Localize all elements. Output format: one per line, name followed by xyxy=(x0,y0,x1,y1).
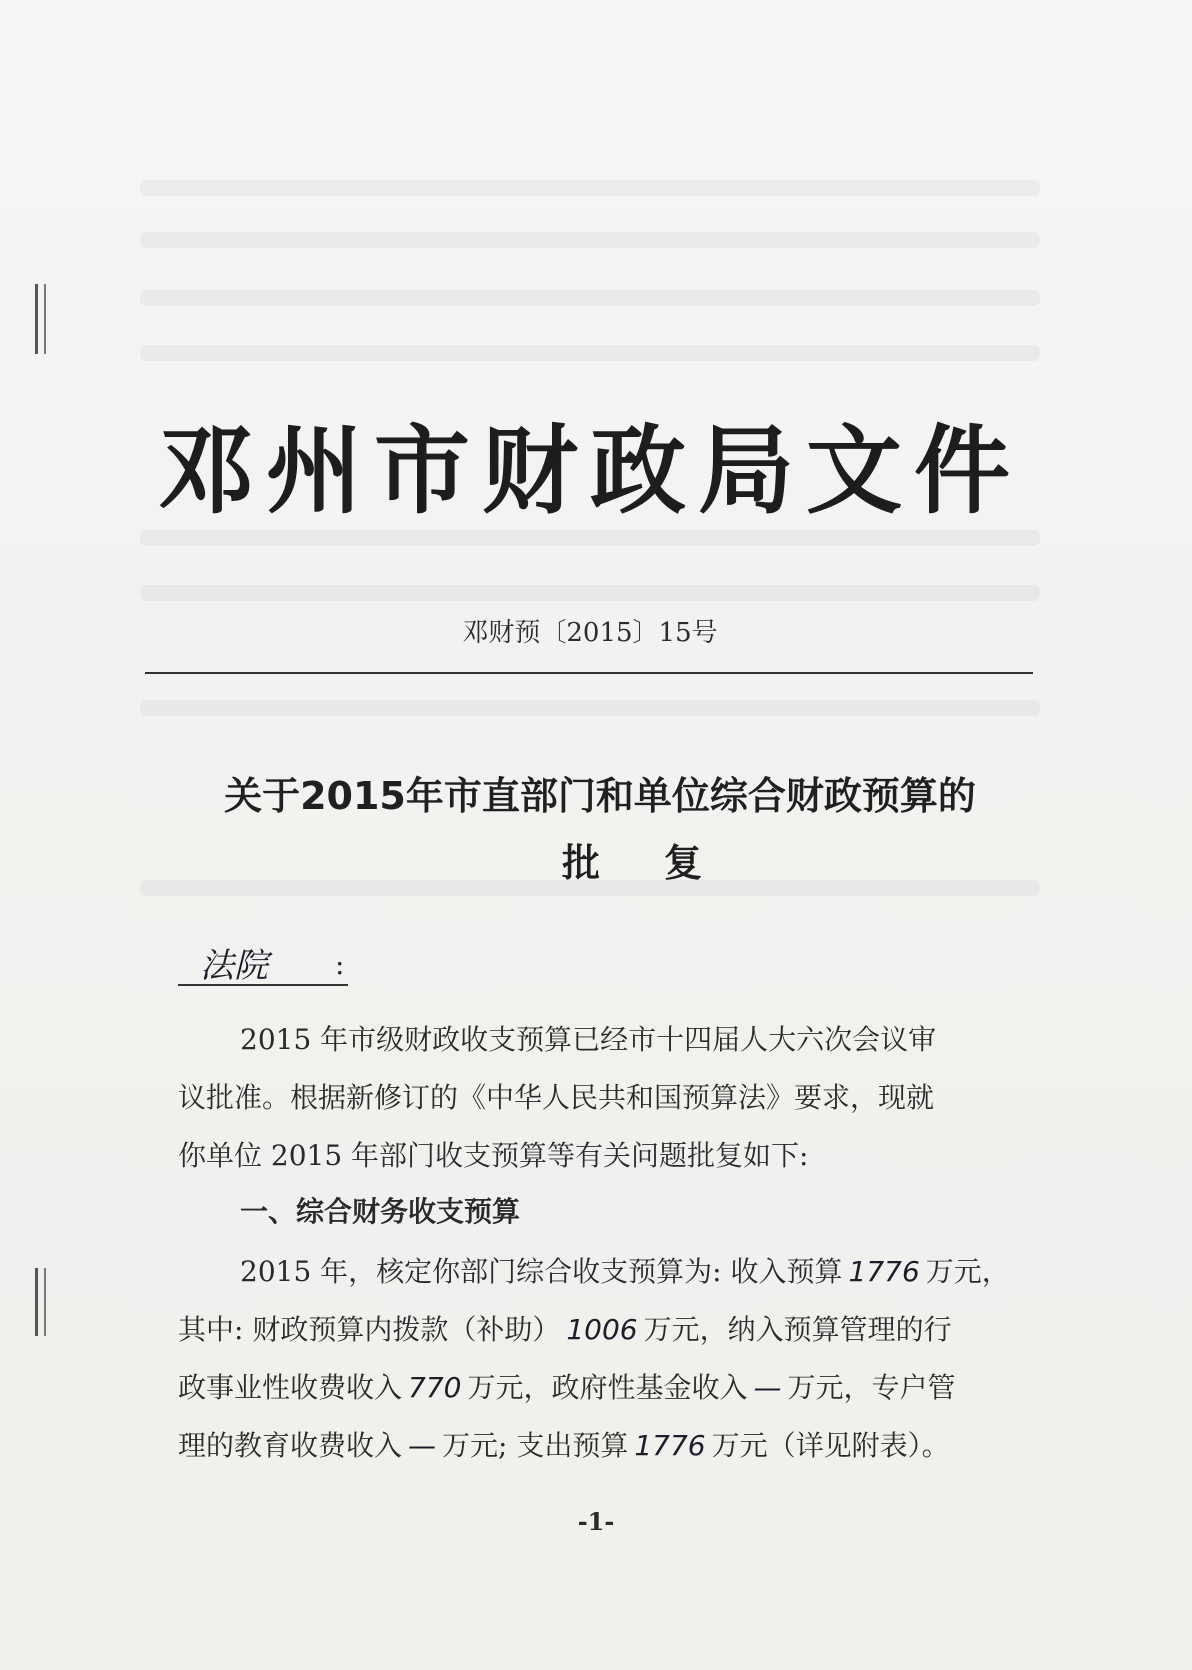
addressee-handwritten-name: 法院 xyxy=(200,946,268,986)
body-text: 万元，政府性基金收入 xyxy=(467,1371,748,1404)
handwritten-amount: 1006 xyxy=(566,1313,638,1346)
handwritten-amount: — xyxy=(408,1429,437,1462)
body-paragraph-line: 议批准。根据新修订的《中华人民共和国预算法》要求，现就 xyxy=(178,1081,935,1114)
bleed-through-line xyxy=(140,180,1040,196)
body-paragraph-line xyxy=(240,1252,1060,1292)
staple-mark xyxy=(35,284,46,354)
handwritten-amount: — xyxy=(753,1371,782,1404)
bleed-through-line xyxy=(140,345,1040,361)
body-text: 万元（详见附表）。 xyxy=(711,1429,950,1462)
document-title-line-1: 关于2015年市直部门和单位综合财政预算的 xyxy=(224,774,976,818)
bleed-through-line xyxy=(140,585,1040,601)
handwritten-amount: 1776 xyxy=(634,1429,706,1462)
body-text: 万元，专户管 xyxy=(787,1371,956,1404)
bleed-through-line xyxy=(140,700,1040,716)
body-text: 政事业性收费收入 xyxy=(178,1371,403,1404)
document-title-line-2: 批复 xyxy=(561,841,766,885)
body-paragraph-line xyxy=(178,1426,1058,1466)
body-paragraph-line xyxy=(178,1368,1058,1408)
masthead-title: 邓州市财政局文件 xyxy=(158,415,1022,527)
staple-mark xyxy=(35,1268,46,1336)
document-number: 邓财预〔2015〕15号 xyxy=(462,618,718,648)
addressee-colon: : xyxy=(335,948,345,981)
body-text: 万元; 支出预算 xyxy=(442,1429,629,1462)
bleed-through-line xyxy=(140,530,1040,546)
body-paragraph-line: 2015 年市级财政收支预算已经市十四届人大六次会议审 xyxy=(240,1023,937,1056)
bleed-through-line xyxy=(140,290,1040,306)
addressee-blank xyxy=(178,940,348,986)
body-text: 2015 年，核定你部门综合收支预算为: 收入预算 xyxy=(240,1255,843,1288)
header-divider xyxy=(145,672,1033,674)
handwritten-amount: 1776 xyxy=(848,1255,920,1288)
body-text: 其中: 财政预算内拨款（补助） xyxy=(178,1313,561,1346)
section-heading: 一、综合财务收支预算 xyxy=(240,1195,521,1228)
body-text: 万元， xyxy=(925,1255,1010,1288)
body-paragraph-line: 你单位 2015 年部门收支预算等有关问题批复如下: xyxy=(178,1139,809,1172)
bleed-through-line xyxy=(140,232,1040,248)
body-paragraph-line xyxy=(178,1310,1058,1350)
handwritten-amount: 770 xyxy=(408,1371,462,1404)
body-text: 万元，纳入预算管理的行 xyxy=(643,1313,952,1346)
page-number: -1- xyxy=(577,1507,615,1536)
body-text: 理的教育收费收入 xyxy=(178,1429,403,1462)
